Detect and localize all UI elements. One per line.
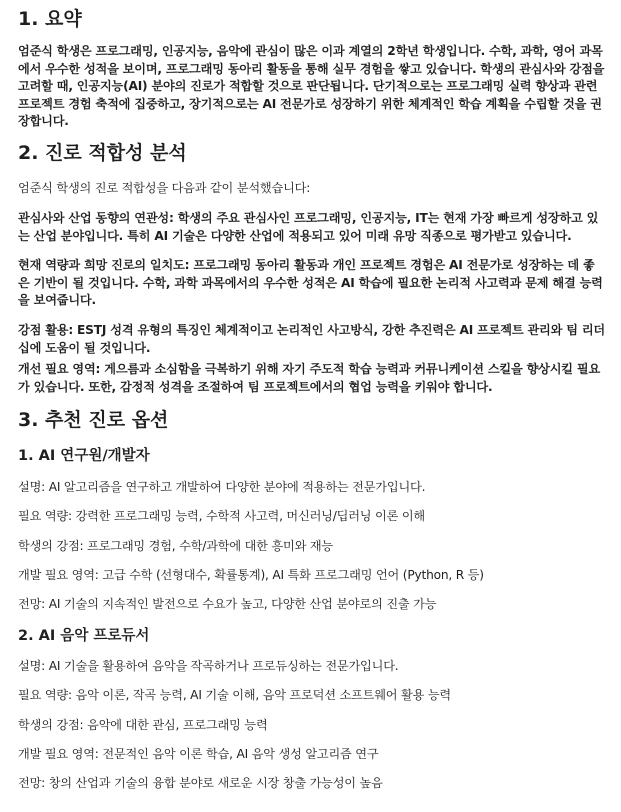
analysis-strengths: 강점 활용: ESTJ 성격 유형의 특징인 체계적이고 논리적인 사고방식, 강한 추진력은 AI 프로젝트 관리와 팀 리더십에 도움이 될 것입니다. — [18, 323, 605, 355]
option-ai-researcher-title: 1. AI 연구원/개발자 — [18, 448, 150, 464]
section-summary-title: 1. 요약 — [18, 8, 82, 30]
section-fit-analysis-title: 2. 진로 적합성 분석 — [18, 142, 187, 164]
summary-paragraph: 엄준식 학생은 프로그래밍, 인공지능, 음악에 관심이 많은 이과 계열의 2학년 학생입니다. 수학, 과학, 영어 과목에서 우수한 성적을 보이며, 프로그래밍 동아리 활동을 통해 실무 경험을 쌓고 있습니다. 학생의 관심사와 강점을 고려할 때, 인공지능(AI) 분야의 진로가 적합할 것으로 판단됩니다. 단기적으로는 프로그래밍 실력 향상과 관련 프로젝트 경험 축적에 집중하고, 장기적으로는 AI 전문가로 성장하기 위한 체계적인 학습 계획을 수립할 것을 권장합니다. — [18, 44, 605, 128]
analysis-capability-match: 현재 역량과 희망 진로의 일치도: 프로그래밍 동아리 활동과 개인 프로젝트 경험은 AI 전문가로 성장하는 데 좋은 기반이 될 것입니다. 수학, 과학 과목에서의 우수한 성적은 AI 학습에 필요한 논리적 사고력과 문제 해결 능력을 보여줍니다. — [18, 258, 603, 307]
option-ai-music-producer-title: 2. AI 음악 프로듀서 — [18, 628, 150, 644]
analysis-interest-industry: 관심사와 산업 동향의 연관성: 학생의 주요 관심사인 프로그래밍, 인공지능, IT는 현재 가장 빠르게 성장하고 있는 산업 분야입니다. 특히 AI 기술은 다양한 산업에 적용되고 있어 미래 유망 직종으로 평가받고 있습니다. — [18, 211, 599, 243]
analysis-improvement: 개선 필요 영역: 게으름과 소심함을 극복하기 위해 자기 주도적 학습 능력과 커뮤니케이션 스킬을 향상시킬 필요가 있습니다. 또한, 감정적 성격을 조절하여 팀 프로젝트에서의 협업 능력을 키워야 합니다. — [18, 362, 601, 394]
option-competency: 필요 역량: 강력한 프로그래밍 능력, 수학적 사고력, 머신러닝/딥러닝 이론 이해 — [18, 509, 425, 523]
option-outlook: 전망: AI 기술의 지속적인 발전으로 수요가 높고, 다양한 산업 분야로의 진출 가능 — [18, 597, 437, 611]
section-recommended-careers-title: 3. 추천 진로 옵션 — [18, 409, 169, 431]
option-development-area: 개발 필요 영역: 고급 수학 (선형대수, 확률통계), AI 특화 프로그래밍 언어 (Python, R 등) — [18, 568, 484, 582]
option-description: 설명: AI 알고리즘을 연구하고 개발하여 다양한 분야에 적용하는 전문가입니다. — [18, 480, 426, 494]
option-development-area: 개발 필요 영역: 전문적인 음악 이론 학습, AI 음악 생성 알고리즘 연구 — [18, 747, 379, 761]
option-description: 설명: AI 기술을 활용하여 음악을 작곡하거나 프로듀싱하는 전문가입니다. — [18, 659, 399, 673]
option-student-strength: 학생의 강점: 음악에 대한 관심, 프로그래밍 능력 — [18, 718, 268, 732]
option-competency: 필요 역량: 음악 이론, 작곡 능력, AI 기술 이해, 음악 프로덕션 소프트웨어 활용 능력 — [18, 688, 451, 702]
option-outlook: 전망: 창의 산업과 기술의 융합 분야로 새로운 시장 창출 가능성이 높음 — [18, 776, 383, 790]
fit-analysis-intro: 엄준식 학생의 진로 적합성을 다음과 같이 분석했습니다: — [18, 181, 311, 195]
option-student-strength: 학생의 강점: 프로그래밍 경험, 수학/과학에 대한 흥미와 재능 — [18, 539, 333, 553]
